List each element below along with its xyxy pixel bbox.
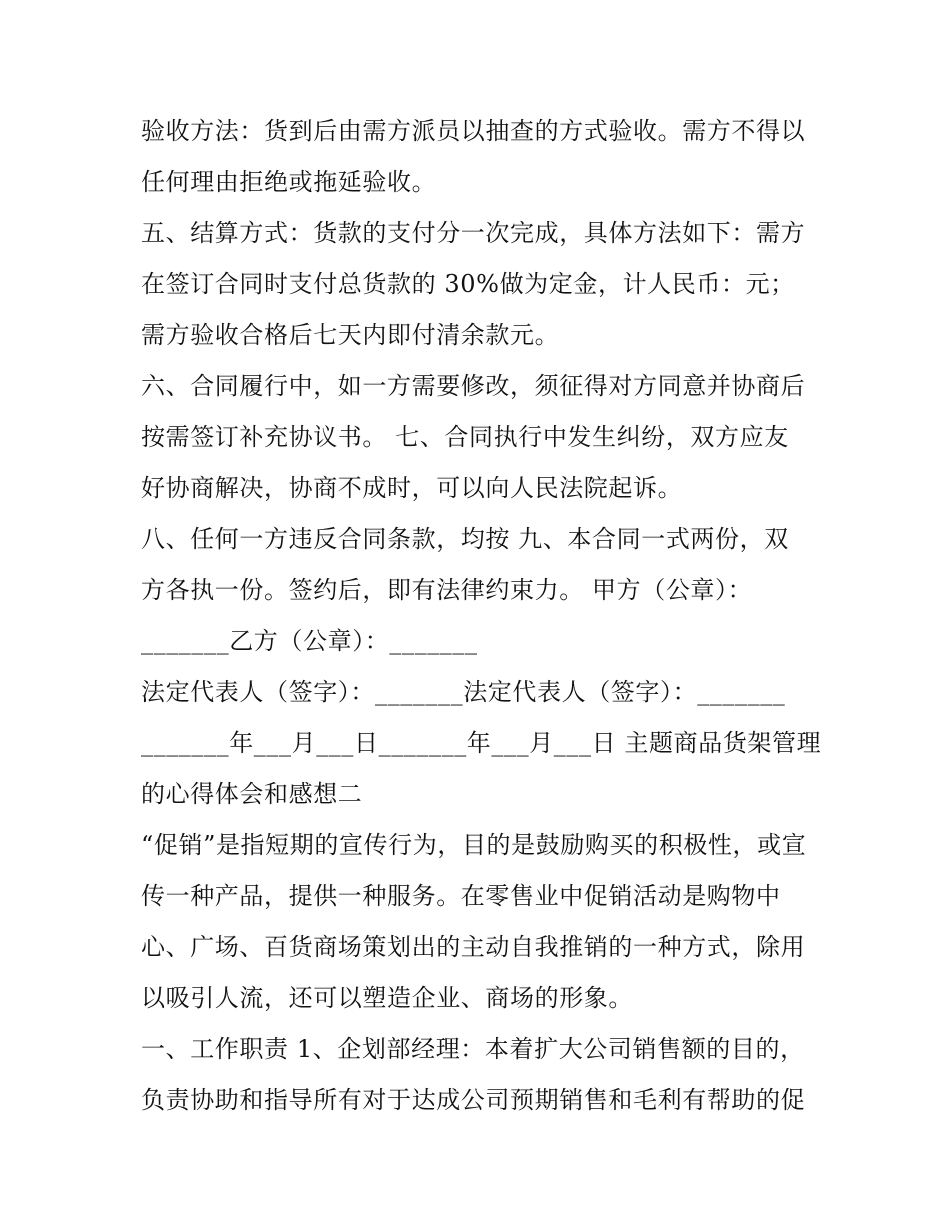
text-line: 五、结算方式：货款的支付分一次完成，具体方法如下：需方 bbox=[141, 219, 806, 247]
text-line: 八、任何一方违反合同条款，均按 九、本合同一式两份，双 bbox=[141, 525, 789, 553]
text-line: 以吸引人流，还可以塑造企业、商场的形象。 bbox=[141, 984, 633, 1012]
document-body bbox=[141, 108, 821, 1128]
text-line: 需方验收合格后七天内即付清余款元。 bbox=[141, 321, 560, 349]
signature-line: 法定代表人（签字）：_______法定代表人（签字）：_______ bbox=[141, 678, 786, 706]
text-line: 任何理由拒绝或拖延验收。 bbox=[141, 168, 437, 196]
text-line: 六、合同履行中，如一方需要修改，须征得对方同意并协商后 bbox=[141, 372, 806, 400]
text-line: 负责协助和指导所有对于达成公司预期销售和毛利有帮助的促 bbox=[141, 1086, 806, 1114]
text-line: 方各执一份。签约后，即有法律约束力。 甲方（公章）： bbox=[141, 576, 753, 604]
text-line: “促销”是指短期的宣传行为，目的是鼓励购买的积极性，或宣 bbox=[141, 831, 807, 859]
text-line: 验收方法：货到后由需方派员以抽查的方式验收。需方不得以 bbox=[141, 117, 806, 145]
section-title-line: 的心得体会和感想二 bbox=[141, 780, 363, 808]
text-line: 在签订合同时支付总货款的 30%做为定金，计人民币：元； bbox=[141, 270, 795, 298]
text-line: 传一种产品，提供一种服务。在零售业中促销活动是购物中 bbox=[141, 882, 781, 910]
text-line: 一、工作职责 1、企划部经理：本着扩大公司销售额的目的， bbox=[141, 1035, 805, 1063]
text-line: 按需签订补充协议书。 七、合同执行中发生纠纷，双方应友 bbox=[141, 423, 789, 451]
text-line: 心、广场、百货商场策划出的主动自我推销的一种方式，除用 bbox=[141, 933, 806, 961]
date-line: _______年___月___日_______年___月___日 主题商品货架管理 bbox=[141, 729, 822, 757]
text-line: 好协商解决，协商不成时，可以向人民法院起诉。 bbox=[141, 474, 683, 502]
signature-line: _______乙方（公章）：_______ bbox=[141, 627, 478, 655]
